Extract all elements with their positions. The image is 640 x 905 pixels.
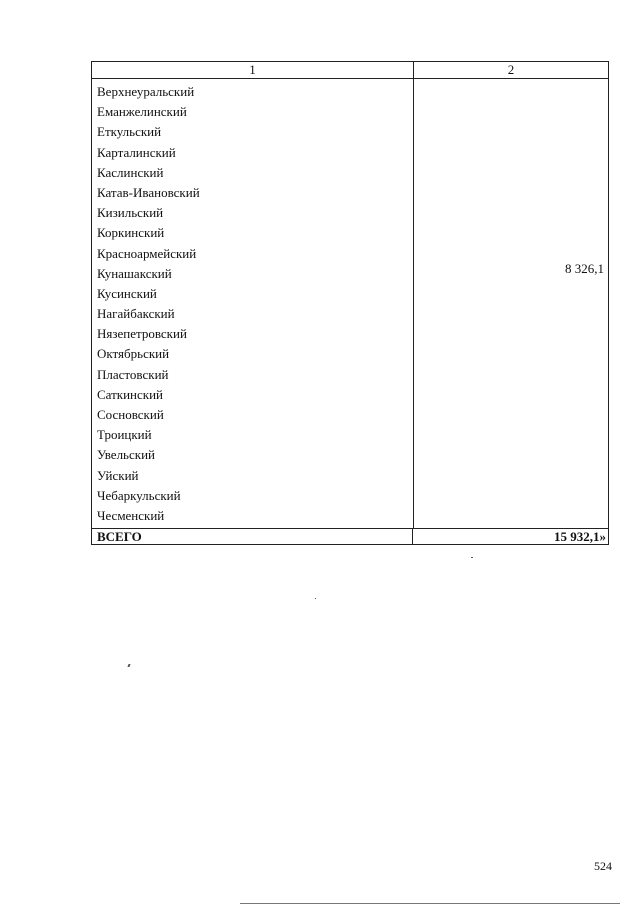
district-name: Уйский: [97, 467, 139, 483]
scan-speck: [315, 598, 316, 599]
district-name: Каслинский: [97, 164, 164, 180]
district-name: Нязепетровский: [97, 326, 187, 342]
table-body-row: [92, 79, 608, 528]
district-name: Еткульский: [97, 124, 162, 140]
district-name: Катав-Ивановский: [97, 184, 200, 200]
total-row: [92, 528, 608, 544]
group-value: 8 326,1: [565, 261, 604, 276]
page-bottom-rule: [240, 903, 620, 904]
district-name: Октябрьский: [97, 346, 170, 362]
district-name: Саткинский: [97, 386, 164, 402]
total-label: ВСЕГО: [92, 529, 413, 544]
data-table: [91, 61, 609, 545]
value-cell: [414, 79, 608, 528]
district-name: Чесменский: [97, 507, 165, 523]
district-name: Верхнеуральский: [97, 84, 195, 99]
scan-speck: [127, 664, 130, 667]
district-name: Нагайбакский: [97, 306, 175, 322]
district-name: Троицкий: [97, 427, 152, 443]
district-name: Еманжелинский: [97, 104, 187, 120]
district-name: Коркинский: [97, 225, 165, 241]
district-list: [92, 79, 414, 528]
table-header-row: [92, 62, 608, 79]
district-name: Пластовский: [97, 366, 169, 382]
district-name: Красноармейский: [97, 245, 197, 261]
district-name: Кунашакский: [97, 265, 172, 281]
district-name: Кизильский: [97, 205, 164, 221]
scan-speck: [471, 557, 473, 558]
district-name: Сосновский: [97, 407, 164, 422]
total-value: 15 932,1»: [554, 529, 606, 545]
page-number: 524: [594, 859, 612, 873]
district-name: Кусинский: [97, 285, 157, 301]
district-name: Увельский: [97, 447, 155, 463]
column-header-1: 1: [92, 62, 414, 78]
column-header-2: 2: [507, 62, 515, 77]
district-name: Чебаркульский: [97, 487, 181, 503]
district-name: Карталинский: [97, 144, 176, 160]
